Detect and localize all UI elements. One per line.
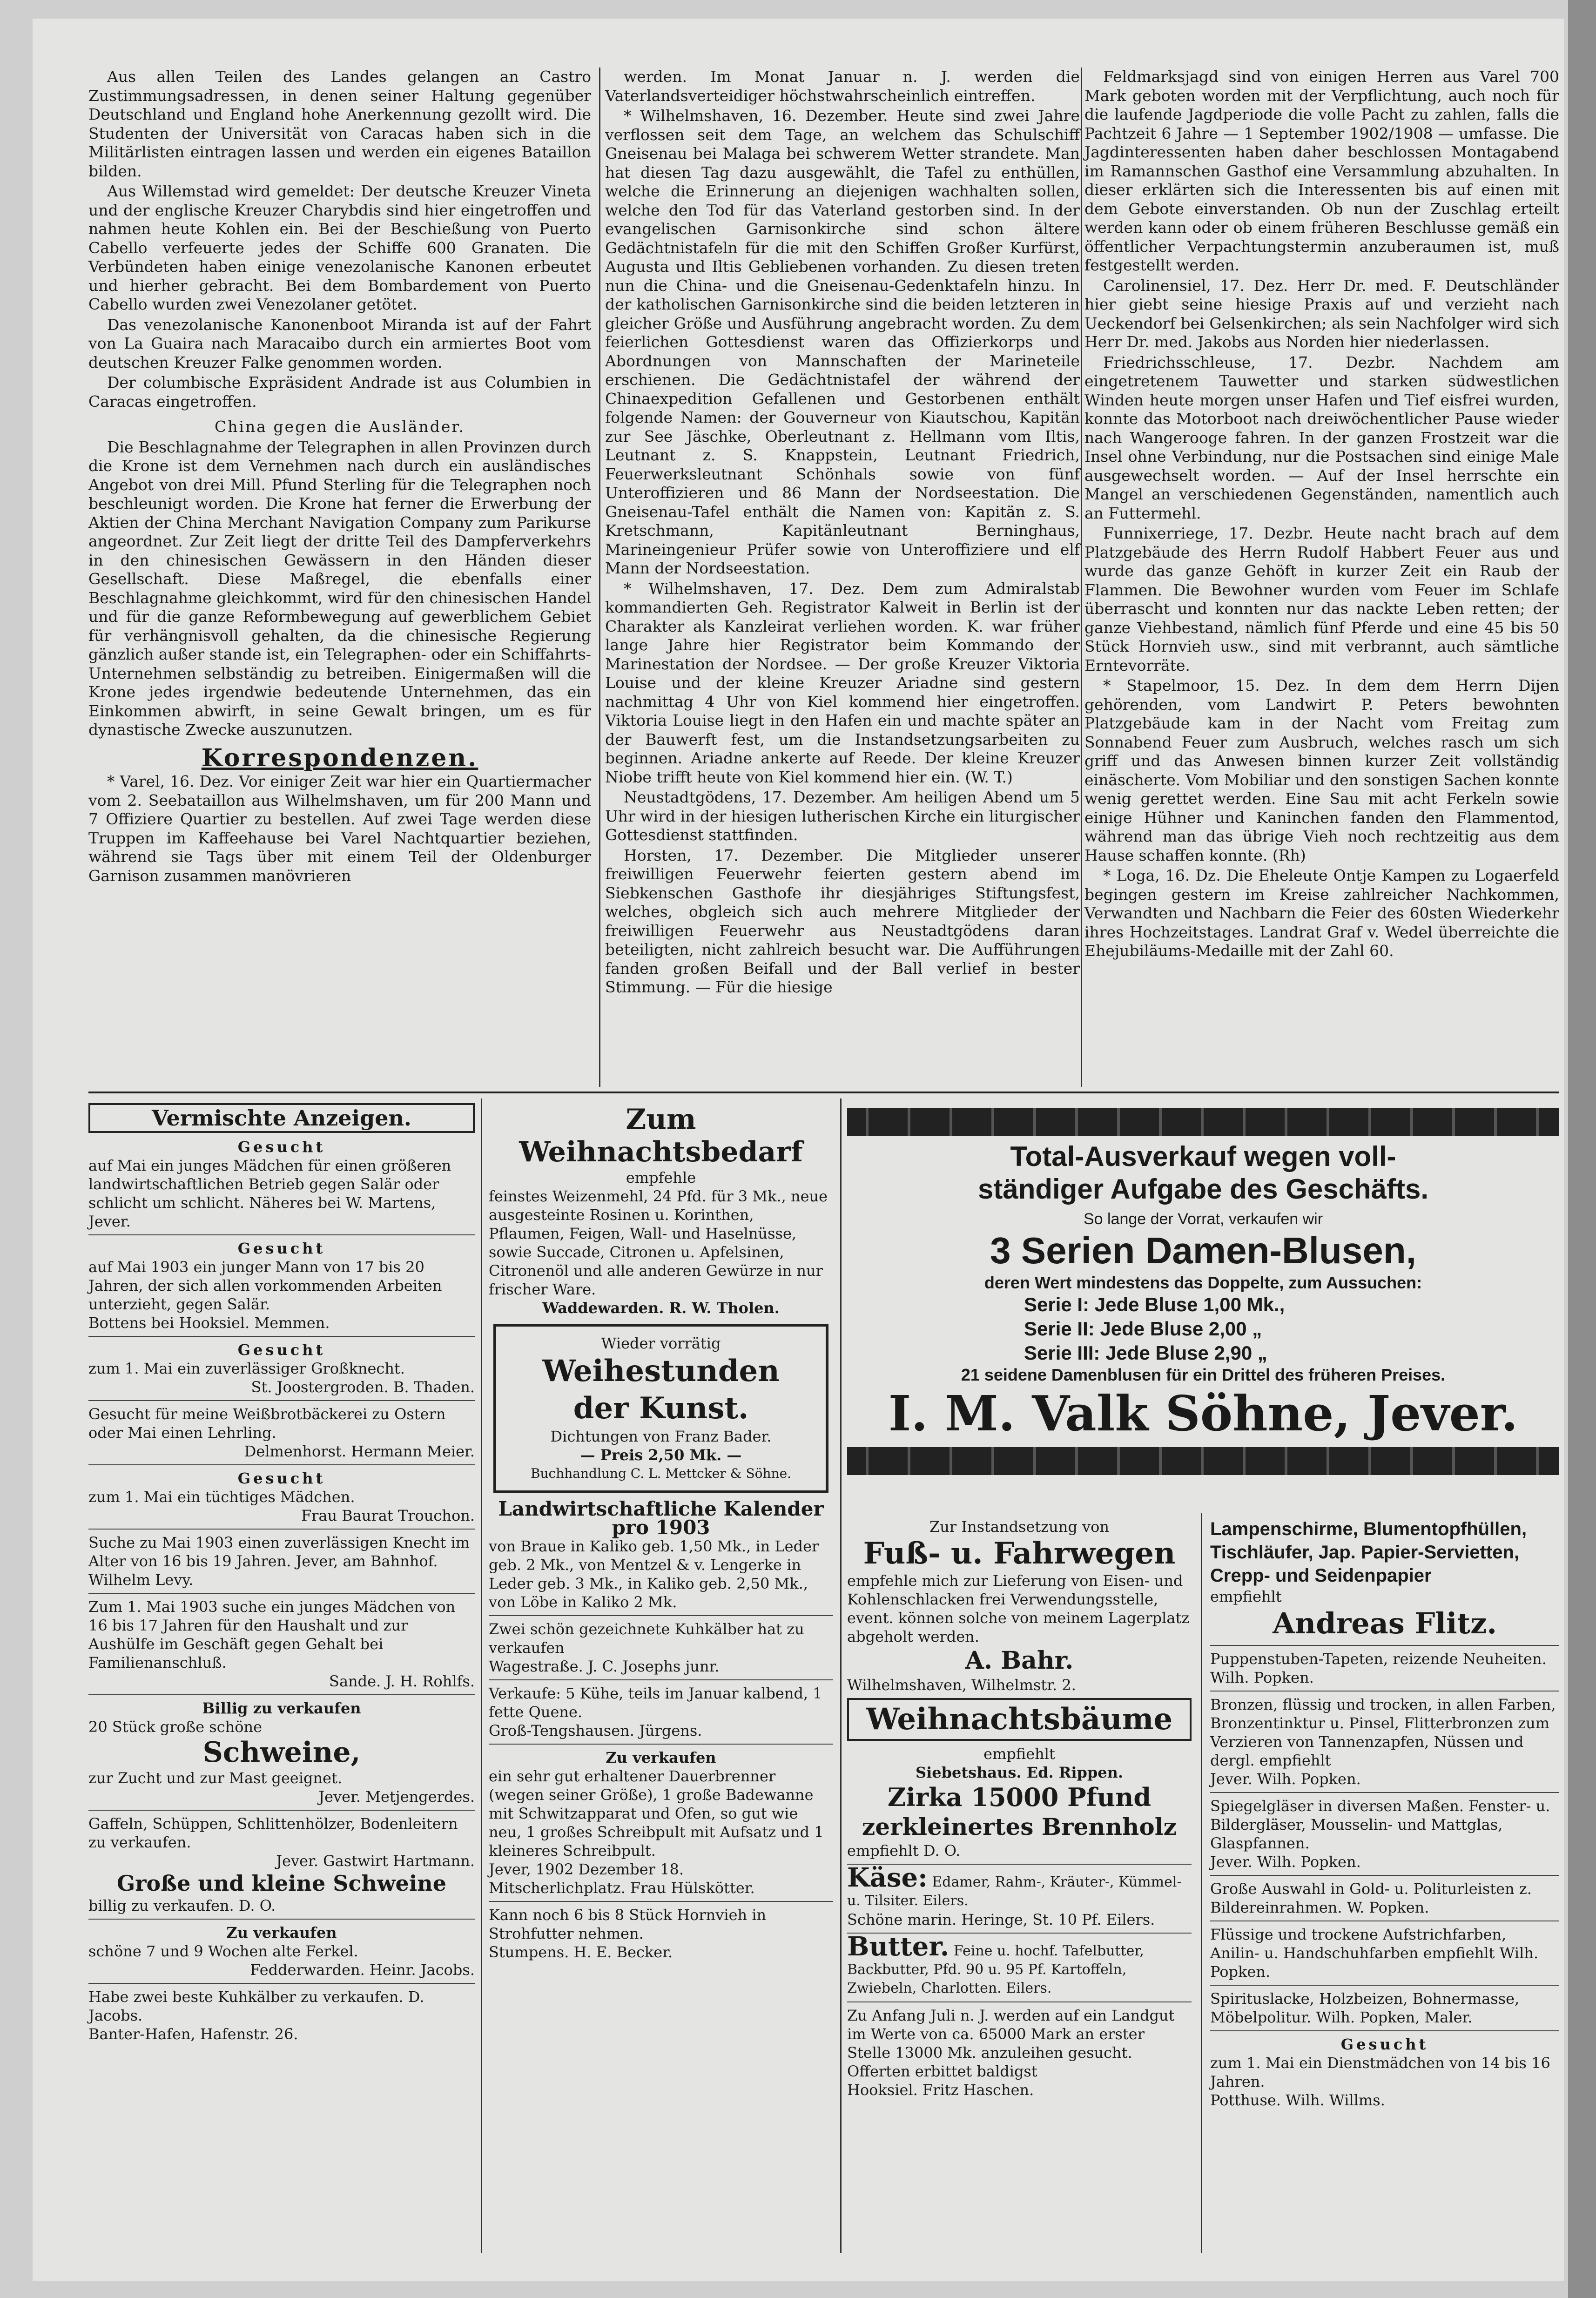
article-paragraph: Aus allen Teilen des Landes gelangen an Castro Zustimmungsadressen, in denen seiner Haltung gegenüber Deutschland und England hohe Anerkennung gezollt wird. Die Studenten der Universität von Caracas haben sich in die Militärlisten eintragen lassen und werden ein eigenes Bataillon bilden. xyxy=(88,67,591,180)
ad-headline: Butter. xyxy=(847,1931,950,1962)
ad-headline: Weihnachtsbäume xyxy=(866,1702,1173,1737)
ad-text: Spirituslacke, Holzbeizen, Bohnermasse, Möbelpolitur. Wilh. Popken, Maler. xyxy=(1210,1990,1520,2026)
price-line: Serie I: Jede Bluse 1,00 Mk., xyxy=(1024,1294,1285,1315)
ad-signature: Fedderwarden. Heinr. Jacobs. xyxy=(250,1961,475,1979)
price: — Preis 2,50 Mk. — xyxy=(580,1446,742,1464)
store-advertisement xyxy=(847,1103,1559,1480)
ad-text: ein sehr gut erhaltener Dauerbrenner (wegen seiner Größe), 1 große Badewanne mit Schwitzapparat und Ofen, so gut wie neu, 1 großes Schreibpult mit Aufsatz und 1 kleineres Schreibpult. xyxy=(489,1767,824,1860)
ad-text: Gesucht für meine Weißbrotbäckerei zu Ostern oder Mai einen Lehrling. xyxy=(88,1405,446,1442)
ad-text: Kann noch 6 bis 8 Stück Hornvieh in Strohfutter nehmen. xyxy=(489,1906,767,1942)
ad-text: schöne 7 und 9 Wochen alte Ferkel. xyxy=(88,1942,358,1960)
article-paragraph: * Varel, 16. Dez. Vor einiger Zeit war hier ein Quartiermacher vom 2. Seebataillon aus Wilhelmshaven, um für 200 Mann und 7 Offiziere Quartier zu bestellen. Auf zwei Tage werden diese Truppen im Kaffeehause bei Varel Nachtquartier beziehen, während sie Tags über mit einem Teil der Oldenburger Garnison zusammen manövrieren xyxy=(88,772,591,885)
article-paragraph: Friedrichsschleuse, 17. Dezbr. Nachdem am eingetretenem Tauwetter und starken südwestlichen Winden heute morgen unser Hafen und Tief eisfrei wurden, konnte das Motorboot nach dreiwöchentlicher Pause wieder nach Wangerooge fahren. In der ganzen Frostzeit war die Insel ohne Verbindung, nur die Postsachen sind einige Male ausgewechselt worden. — Auf der Insel herrschte ein Mangel an verschiedenen Gegenständen, namentlich auch an Futtermehl. xyxy=(1084,353,1559,522)
column-2 xyxy=(605,67,1080,998)
ad-signature: Jever. Wilh. Popken. xyxy=(1210,1770,1361,1788)
ad-signature: Banter-Hafen, Hafenstr. 26. xyxy=(88,2025,298,2043)
ad-signature: Sande. J. H. Rohlfs. xyxy=(329,1672,475,1690)
ad-text: deren Wert mindestens das Doppelte, zum Aussuchen: xyxy=(984,1273,1422,1292)
divider xyxy=(88,1400,475,1401)
ad-headline: 3 Serien Damen-Blusen, xyxy=(990,1230,1416,1271)
ad-text: Feine u. hochf. Tafelbutter, Backbutter, Pfd. 90 u. 95 Pf. Kartoffeln, Zwiebeln, Charlotten. Eilers. xyxy=(847,1943,1144,1996)
section-heading: China gegen die Ausländer. xyxy=(214,418,465,436)
ad-headline: Große und kleine Schweine xyxy=(116,1871,447,1896)
book-ad-box xyxy=(493,1324,828,1493)
ad-signature: Mitscherlichplatz. Frau Hülskötter. xyxy=(489,1879,755,1897)
ad-text: zum 1. Mai ein zuverlässiger Großknecht. xyxy=(88,1360,405,1377)
ad-text: Gaffeln, Schüppen, Schlittenhölzer, Bodenleitern zu verkaufen. xyxy=(88,1815,458,1851)
ad-text: feinstes Weizenmehl, 24 Pfd. für 3 Mk., neue ausgesteinte Rosinen u. Korinthen, Pflaumen, Feigen, Wall- und Haselnüsse, sowie Succade, Citronen u. Apfelsinen, Citronenöl und alle anderen Gewürze in nur frischer Ware. xyxy=(489,1187,828,1298)
ad-signature: Stumpens. H. E. Becker. xyxy=(489,1943,673,1961)
column-1 xyxy=(88,67,591,887)
ad-text: empfiehlt xyxy=(1210,1588,1282,1605)
ad-text: auf Mai ein junges Mädchen für einen größeren landwirtschaftlichen Betrieb gegen Salär oder schlicht um schlicht. Näheres bei W. Martens, Jever. xyxy=(88,1157,451,1230)
ad-heading: Zu verkaufen xyxy=(606,1749,716,1766)
banner-decoration xyxy=(847,1447,1559,1475)
ad-headline: ständiger Aufgabe des Geschäfts. xyxy=(977,1173,1429,1205)
ad-signature: Waddewarden. R. W. Tholen. xyxy=(542,1299,780,1317)
ad-headline: Landwirtschaftliche Kalender xyxy=(498,1497,824,1520)
ad-text: So lange der Vorrat, verkaufen wir xyxy=(1083,1210,1323,1228)
divider xyxy=(489,1901,833,1902)
ad-text: Wieder vorrätig xyxy=(601,1334,721,1352)
article-paragraph: Carolinensiel, 17. Dez. Herr Dr. med. F. Deutschländer hier giebt seine hiesige Praxis auf und verzieht nach Ueckendorf bei Gelsenkirchen; als sein Nachfolger wird sich Herr Dr. med. Jakobs aus Norden hier niederlassen. xyxy=(1084,276,1559,351)
ad-text: Suche zu Mai 1903 einen zuverlässigen Knecht im Alter von 16 bis 19 Jahren. Jever, am Bahnhof. Wilhelm Levy. xyxy=(88,1534,470,1589)
ad-text: empfiehlt xyxy=(983,1745,1055,1763)
article-paragraph: Die Beschlagnahme der Telegraphen in allen Provinzen durch die Krone ist dem Vernehmen nach durch ein ausländisches Angebot von drei Mill. Pfund Sterling für die Telegraphen noch beschleunigt worden. Die Krone hat ferner die Erwerbung der Aktien der China Merchant Navigation Company zum Parikurse angeordnet. Zur Zeit liegt der dritte Teil des Dampferverkehrs in den chinesischen Gewässern in den Händen dieser Gesellschaft. Diese Maßregel, die ebenfalls einer Beschlagnahme gleichkommt, wird für den chinesischen Handel und für die ganze Reformbewegung auf gewerblichem Gebiet für verhängnisvoll gehalten, da die chinesische Regierung gänzlich außer stande ist, ein Telegraphen- oder ein Schiffahrts-Unternehmen selbständig zu betreiben. Einigermaßen will die Krone jedes irgendwie bedeutende Unternehmen, das ein Einkommen abwirft, in seine Gewalt bringen, um es für dynastische Zwecke auszunutzen. xyxy=(88,438,591,739)
banner-decoration xyxy=(847,1108,1559,1136)
divider xyxy=(88,1694,475,1695)
ad-text: Puppenstuben-Tapeten, reizende Neuheiten. Wilh. Popken. xyxy=(1210,1650,1547,1686)
column-rule xyxy=(840,1098,842,2253)
ad-text: Zur Instandsetzung von xyxy=(929,1518,1109,1536)
article-paragraph: * Wilhelmshaven, 17. Dez. Dem zum Admiralstab kommandierten Geh. Registrator Kalweit in Berlin ist der Charakter als Kanzleirat verliehen worden. K. war früher lange Jahre hier Registrator beim Kommando der Marinestation der Nordsee. — Der große Kreuzer Viktoria Louise und der kleine Kreuzer Ariadne sind gestern nachmittag 4 Uhr von Kiel kommend hier eingetroffen. Viktoria Louise liegt in den Hafen ein und machte später an der Bauwerft fest, um die Instandsetzungsarbeiten zu beginnen. Ariadne ankerte auf Reede. Der kleine Kreuzer Niobe trifft heute von Kiel kommend hier ein. (W. T.) xyxy=(605,579,1080,786)
ad-text: zum 1. Mai ein Dienstmädchen von 14 bis 16 Jahren. xyxy=(1210,2054,1550,2090)
ad-heading: Gesucht xyxy=(1340,2035,1429,2053)
store-name: Andreas Flitz. xyxy=(1273,1606,1497,1640)
ads-title: Vermischte Anzeigen. xyxy=(88,1103,475,1133)
classified-column-4 xyxy=(1210,1517,1559,2109)
divider xyxy=(88,1810,475,1811)
ad-signature: Jever. Gastwirt Hartmann. xyxy=(276,1852,475,1870)
divider xyxy=(88,1983,475,1984)
ad-text: 20 Stück große schöne xyxy=(88,1718,263,1736)
article-paragraph: Feldmarksjagd sind von einigen Herren aus Varel 700 Mark geboten worden mit der Verpflichtung, auch noch für die laufende Jagdperiode die volle Pacht zu zahlen, falls die Pachtzeit 6 Jahre — 1 September 1902/1908 — umfasse. Die Jagdinteressenten haben daher beschlossen Montagabend im Ramannschen Gasthof eine Versammlung abzuhalten. In dieser erklärten sich die Interessenten bis auf einen mit dem Gebote einverstanden. Ob nun der Zuschlag erteilt werden kann oder ob einem früheren Beschlusse gemäß ein öffentlicher Verpachtungstermin anzuberaumen ist, muß festgestellt werden. xyxy=(1084,67,1559,274)
ad-text: Verkaufe: 5 Kühe, teils im Januar kalbend, 1 fette Quene. xyxy=(489,1685,822,1721)
store-name: I. M. Valk Söhne, Jever. xyxy=(888,1385,1518,1442)
divider xyxy=(1210,1875,1559,1876)
price-line: Serie III: Jede Bluse 2,90 „ xyxy=(1024,1342,1267,1364)
ad-signature: Frau Baurat Trouchon. xyxy=(301,1507,475,1524)
ad-headline: zerkleinertes Brennholz xyxy=(862,1813,1177,1840)
section-divider xyxy=(88,1092,1559,1093)
article-paragraph: Aus Willemstad wird gemeldet: Der deutsche Kreuzer Vineta und der englische Kreuzer Charybdis sind hier eingetroffen und nahmen heute Kohlen ein. Bei der Beschießung von Puerto Cabello verfeuerte jedes der Schiffe 600 Granaten. Die Verbündeten haben einige venezolanische Kanonen erbeutet und hierher gebracht. Bei dem Bombardement von Puerto Cabello wurden zwei Venezolaner getötet. xyxy=(88,182,591,313)
ad-heading: Zu verkaufen xyxy=(226,1924,337,1941)
ad-text: Spiegelgläser in diversen Maßen. Fenster- u. Bildergläser, Mousselin- und Mattglas, Glaspfannen. xyxy=(1210,1797,1550,1852)
ad-text: Zwei schön gezeichnete Kuhkälber hat zu verkaufen xyxy=(489,1620,804,1657)
ad-heading: Gesucht xyxy=(237,1341,326,1359)
ad-signature: St. Joostergroden. B. Thaden. xyxy=(251,1378,475,1396)
page-edge xyxy=(1568,0,1596,2298)
ad-text: Zum 1. Mai 1903 suche ein junges Mädchen von 16 bis 17 Jahren für den Haushalt und zur Aushülfe im Geschäft gegen Gehalt bei Familienanschluß. xyxy=(88,1598,456,1671)
ad-text: Flüssige und trockene Aufstrichfarben, Anilin- u. Handschuhfarben empfiehlt Wilh. Popken. xyxy=(1210,1926,1539,1981)
article-paragraph: * Stapelmoor, 15. Dez. In dem dem Herrn Dijen gehörenden, vom Landwirt P. Peters bewohnten Platzgebäude kam in der Nacht vom Freitag zum Sonnabend Feuer zum Ausbruch, welches rasch um sich griff und das Anwesen binnen kurzer Zeit vollständig einäscherte. Vom Mobiliar und den sonstigen Sachen konnte wenig gerettet werden. Eine Sau mit acht Ferkeln sowie einige Hühner und Kaninchen fanden den Flammentod, während man das übrige Vieh noch rechtzeitig aus dem Hause schaffen konnte. (Rh) xyxy=(1084,676,1559,864)
divider xyxy=(1210,1792,1559,1793)
ad-text: 21 seidene Damenblusen für ein Drittel des früheren Preises. xyxy=(961,1365,1446,1384)
ad-signature: Hooksiel. Fritz Haschen. xyxy=(847,2081,1034,2099)
ad-signature: Delmenhorst. Hermann Meier. xyxy=(244,1442,475,1460)
ad-headline: Fuß- u. Fahrwegen xyxy=(863,1536,1176,1571)
ad-signature: A. Bahr. xyxy=(965,1646,1074,1675)
ad-headline: Zirka 15000 Pfund xyxy=(887,1782,1152,1812)
article-paragraph: Das venezolanische Kanonenboot Miranda ist auf der Fahrt von La Guaira nach Maracaibo durch ein armiertes Boot vom deutschen Kreuzer Falke genommen worden. xyxy=(88,315,591,371)
ad-signature: Jever, 1902 Dezember 18. xyxy=(489,1860,684,1878)
ad-signature: Groß-Tengshausen. Jürgens. xyxy=(489,1722,702,1739)
column-rule xyxy=(1201,1513,1202,2253)
divider xyxy=(489,1615,833,1616)
ad-signature: Buchhandlung C. L. Mettcker & Söhne. xyxy=(530,1466,792,1481)
article-paragraph: * Wilhelmshaven, 16. Dezember. Heute sind zwei Jahre verflossen seit dem Tage, an welchem das Schulschiff Gneisenau bei Malaga bei schwerem Wetter strandete. Man hat diesen Tag dazu ausgewählt, die Tafel zu enthüllen, welche die Erinnerung an diejenigen wachhalten sollen, welche den Tod für das Vaterland gestorben sind. In der evangelischen Garnisonkirche sind schon ältere Gedächtnistafeln für die mit den Schiffen Großer Kurfürst, Augusta und Iltis Gebliebenen vorhanden. Zu diesen treten nun die China- und die Gneisenau-Gedenktafeln hinzu. In der katholischen Garnisonkirche sind die beiden letzteren in gleicher Größe und Ausführung angebracht worden. Zu dem feierlichen Gottesdienst waren das Offizierkorps und Abordnungen von Mannschaften der Marineteile erschienen. Die Gedächtnistafel der während der Chinaexpedition Gefallenen und Gestorbenen enthält folgende Namen: der Gouverneur von Kiautschou, Kapitän zur See Jäschke, Oberleutnant z. Hellmann vom Iltis, Leutnant z. S. Knappstein, Leutnant Friedrich, Feuerwerksleutnant Schönhals sowie von fünf Unteroffizieren und 86 Mann der Nordseestation. Die Gneisenau-Tafel enthält die Namen von: Kapitän z. S. Kretschmann, Kapitänleutnant Berninghaus, Marineingenieur Prüfer sowie von Unteroffiziere und elf Mann der Nordseestation. xyxy=(605,107,1080,577)
christmas-trees-box xyxy=(847,1698,1192,1741)
article-paragraph: Horsten, 17. Dezember. Die Mitglieder unserer freiwilligen Feuerwehr feierten gestern abend im Siebkenschen Gasthofe ihr diesjähriges Stiftungsfest, welches, obgleich sich auch mehrere Mitglieder der freiwilligen Feuerwehr aus Neustadtgödens daran beteiligten, nicht zahlreich besucht war. Die Aufführungen fanden großen Beifall und der Ball verlief in bester Stimmung. — Für die hiesige xyxy=(605,846,1080,996)
ad-text: zum 1. Mai ein tüchtiges Mädchen. xyxy=(88,1488,355,1506)
ad-signature: Jever. Wilh. Popken. xyxy=(1210,1853,1361,1871)
column-rule xyxy=(599,67,600,1087)
section-title: Korrespondenzen. xyxy=(201,743,478,772)
ad-signature: Jever. Metjengerdes. xyxy=(318,1788,475,1806)
ad-text: Edamer, Rahm-, Kräuter-, Kümmel- u. Tilsiter. Eilers. xyxy=(847,1874,1182,1909)
column-rule xyxy=(481,1098,482,2253)
column-rule xyxy=(1081,67,1082,1087)
ad-headline: Käse: xyxy=(847,1862,928,1893)
ad-text: Wilhelmshaven, Wilhelmstr. 2. xyxy=(847,1676,1076,1694)
ad-headline: Zum Weihnachtsbedarf xyxy=(519,1103,803,1168)
ad-signature: Wagestraße. J. C. Josephs junr. xyxy=(489,1658,720,1675)
divider xyxy=(847,2001,1192,2002)
ad-text: Habe zwei beste Kuhkälber zu verkaufen. D. Jacobs. xyxy=(88,1988,424,2024)
article-paragraph: * Loga, 16. Dz. Die Eheleute Ontje Kampen zu Logaerfeld begingen gestern im Kreise zahlreicher Nachkommen, Verwandten und Nachbarn die Feier des 60sten Wiederkehr ihres Hochzeitstages. Landrat Graf v. Wedel überreichte die Ehejubiläums-Medaille mit der Zahl 60. xyxy=(1084,866,1559,960)
ad-heading: Gesucht xyxy=(237,1138,326,1156)
ad-heading: Gesucht xyxy=(237,1469,326,1487)
ad-text: Schöne marin. Heringe, St. 10 Pf. Eilers. xyxy=(847,1911,1155,1928)
ad-subtitle: empfehle xyxy=(626,1169,696,1186)
ad-headline: Schweine, xyxy=(202,1736,361,1769)
divider xyxy=(88,1336,475,1337)
divider xyxy=(88,1919,475,1920)
ad-signature: Potthuse. Wilh. Willms. xyxy=(1210,2091,1385,2109)
book-title: der Kunst. xyxy=(573,1391,749,1426)
ad-text: Dichtungen von Franz Bader. xyxy=(550,1428,772,1445)
ad-signature: Siebetshaus. Ed. Rippen. xyxy=(915,1764,1124,1781)
ad-text: Bronzen, flüssig und trocken, in allen Farben, Bronzentinktur u. Pinsel, Flitterbronzen zum Verzieren von Tannenzapfen, Nüssen und dergl. empfiehlt xyxy=(1210,1696,1556,1769)
ad-text: Große Auswahl in Gold- u. Politurleisten z. Bildereinrahmen. W. Popken. xyxy=(1210,1880,1532,1916)
article-paragraph: Funnixerriege, 17. Dezbr. Heute nacht brach auf dem Platzgebäude des Herrn Rudolf Habbert Feuer aus und wurde das ganze Gehöft in kurzer Zeit ein Raub der Flammen. Die Bewohner wurden vom Feuer im Schlafe überrascht und konnten nur das nackte Leben retten; der ganze Viehbestand, nämlich fünf Pferde und eine 45 bis 50 Stück Hornvieh usw., sind mit verbrannt, auch sämtliche Erntevorräte. xyxy=(1084,524,1559,674)
divider xyxy=(88,1464,475,1465)
book-title: Weihestunden xyxy=(542,1354,780,1388)
classified-column-1 xyxy=(88,1103,475,2043)
ad-headline: pro 1903 xyxy=(612,1516,710,1539)
divider xyxy=(1210,2030,1559,2031)
ad-signature: empfiehlt D. O. xyxy=(847,1842,961,1860)
classified-column-3 xyxy=(847,1517,1192,2099)
article-paragraph: Neustadtgödens, 17. Dezember. Am heiligen Abend um 5 Uhr wird in der hiesigen lutherischen Kirche ein liturgischer Gottesdienst stattfinden. xyxy=(605,788,1080,844)
ad-text: billig zu verkaufen. D. O. xyxy=(88,1897,276,1914)
divider xyxy=(1210,1985,1559,1986)
ad-signature: Bottens bei Hooksiel. Memmen. xyxy=(88,1314,330,1332)
ad-headline: Total-Ausverkauf wegen voll- xyxy=(1010,1141,1396,1172)
classified-column-2 xyxy=(489,1103,833,1961)
price-line: Serie II: Jede Bluse 2,00 „ xyxy=(1024,1318,1262,1340)
article-paragraph: Der columbische Expräsident Andrade ist aus Columbien in Caracas eingetroffen. xyxy=(88,373,591,411)
ad-heading: Gesucht xyxy=(237,1240,326,1257)
ad-text: von Braue in Kaliko geb. 1,50 Mk., in Leder geb. 2 Mk., von Mentzel & v. Lengerke in Leder geb. 3 Mk., in Kaliko geb. 2,50 Mk., von Löbe in Kaliko 2 Mk. xyxy=(489,1537,819,1611)
divider xyxy=(88,1593,475,1594)
ad-headline: Lampenschirme, Blumentopfhüllen, Tischläufer, Jap. Papier-Servietten, Crepp- und Seidenpapier xyxy=(1210,1519,1527,1586)
divider xyxy=(88,1529,475,1530)
ad-text: Zu Anfang Juli n. J. werden auf ein Landgut im Werte von ca. 65000 Mark an erster Stelle 13000 Mk. anzuleihen gesucht. Offerten erbittet baldigst xyxy=(847,2007,1175,2080)
divider xyxy=(489,1744,833,1745)
ad-text: auf Mai 1903 ein junger Mann von 17 bis 20 Jahren, der sich allen vorkommenden Arbeiten unterzieht, gegen Salär. xyxy=(88,1258,442,1313)
divider xyxy=(88,1234,475,1235)
ad-text: zur Zucht und zur Mast geeignet. xyxy=(88,1769,343,1787)
ad-heading: Billig zu verkaufen xyxy=(202,1699,361,1717)
article-paragraph: werden. Im Monat Januar n. J. werden die Vaterlandsverteidiger höchstwahrscheinlich eintreffen. xyxy=(605,67,1080,105)
column-3 xyxy=(1084,67,1559,962)
divider xyxy=(489,1679,833,1680)
ad-text: empfehle mich zur Lieferung von Eisen- und Kohlenschlacken frei Verwendungsstelle, event. können solche von meinem Lagerplatz abgeholt werden. xyxy=(847,1572,1190,1645)
divider xyxy=(1210,1645,1559,1646)
